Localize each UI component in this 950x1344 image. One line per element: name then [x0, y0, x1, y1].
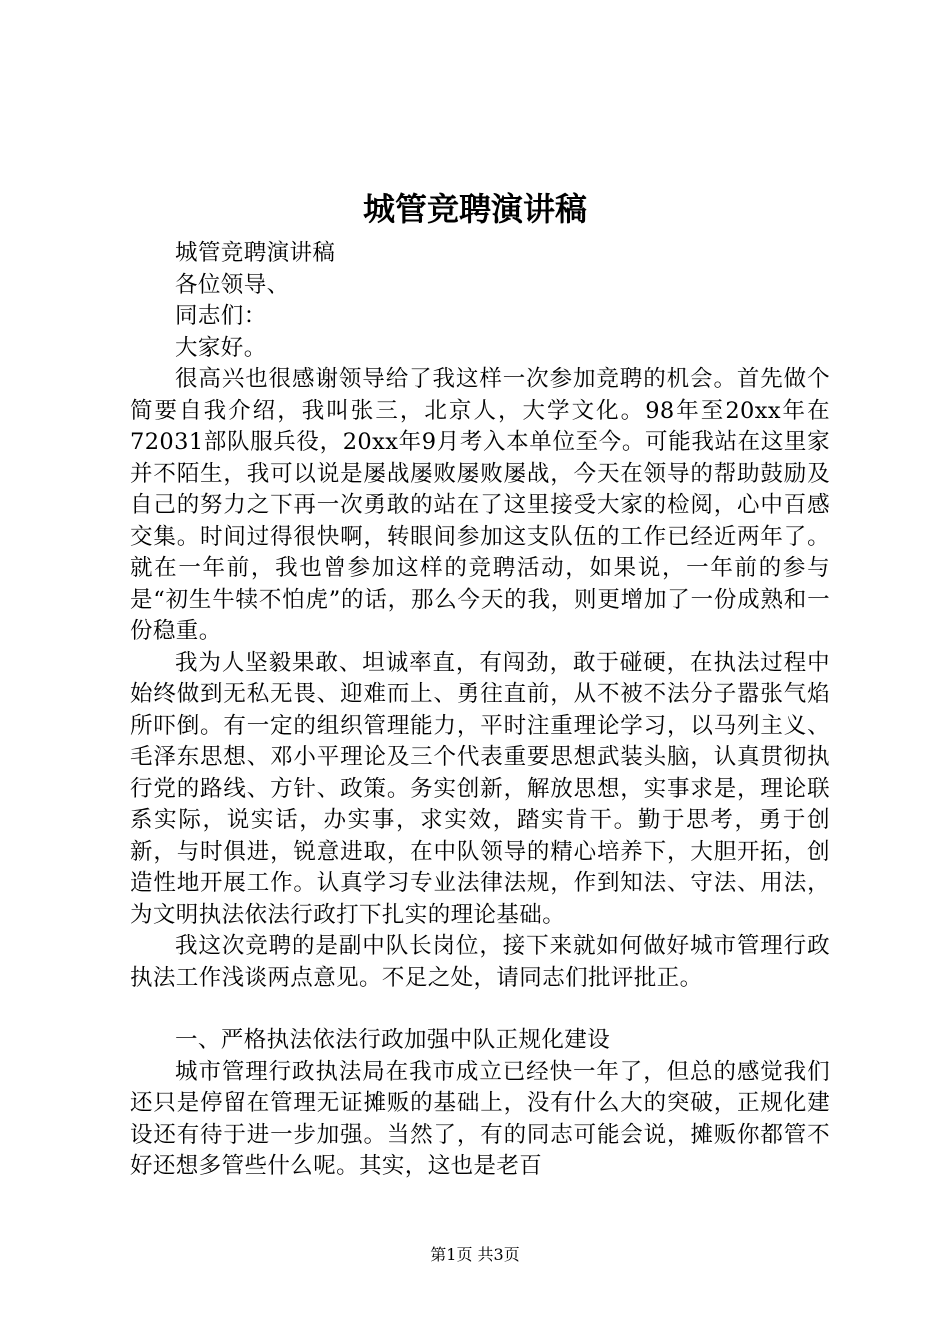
paragraph-salutation-comrades: 同志们：	[175, 303, 267, 329]
paragraph-self-introduction: 很高兴也很感谢领导给了我这样一次参加竞聘的机会。首先做个简要自我介绍，我叫张三，北京人，大学文化。98年至20xx年在72031部队服兵役，20xx年9月考入本单位至今。可能我站在这里家并不陌生，我可以说是屡战屡败屡败屡战，今天在领导的帮助鼓励及自己的努力之下再一次勇敢的站在了这里接受大家的检阅，心中百感交集。时间过得很快啊，转眼间参加这支队伍的工作已经近两年了。就在一年前，我也曾参加这样的竞聘活动，如果说，一年前的参与是“初生牛犊不怕虎”的话，那么今天的我，则更增加了一份成熟和一份稳重。	[130, 366, 830, 644]
page-number-footer: 第1页 共3页	[430, 1245, 520, 1264]
section-heading-one: 一、严格执法依法行政加强中队正规化建设	[175, 1027, 611, 1053]
paragraph-section-one-body: 城市管理行政执法局在我市成立已经快一年了，但总的感觉我们还只是停留在管理无证摊贩的基础上，没有什么大的突破，正规化建设还有待于进一步加强。当然了，有的同志可能会说，摊贩你都管不好还想多管些什么呢。其实，这也是老百	[130, 1058, 830, 1179]
paragraph-salutation-leaders: 各位领导、	[175, 271, 290, 298]
paragraph-position-statement: 我这次竞聘的是副中队长岗位，接下来就如何做好城市管理行政执法工作浅谈两点意见。不足之处，请同志们批评批正。	[130, 933, 830, 991]
document-body	[130, 238, 830, 1183]
document-title: 城管竞聘演讲稿	[362, 190, 587, 228]
paragraph-heading-repeat: 城管竞聘演讲稿	[175, 240, 336, 266]
paragraph-personal-qualities: 我为人坚毅果敢、坦诚率直，有闯劲，敢于碰硬，在执法过程中始终做到无私无畏、迎难而上、勇往直前，从不被不法分子嚣张气焰所吓倒。有一定的组织管理能力，平时注重理论学习，以马列主义、毛泽东思想、邓小平理论及三个代表重要思想武装头脑，认真贯彻执行党的路线、方针、政策。务实创新，解放思想，实事求是，理论联系实际，说实话，办实事，求实效，踏实肯干。勤于思考，勇于创新，与时俱进，锐意进取，在中队领导的精心培养下，大胆开拓，创造性地开展工作。认真学习专业法律法规，作到知法、守法、用法，为文明执法依法行政打下扎实的理论基础。	[130, 649, 830, 928]
paragraph-greeting: 大家好。	[175, 334, 267, 361]
